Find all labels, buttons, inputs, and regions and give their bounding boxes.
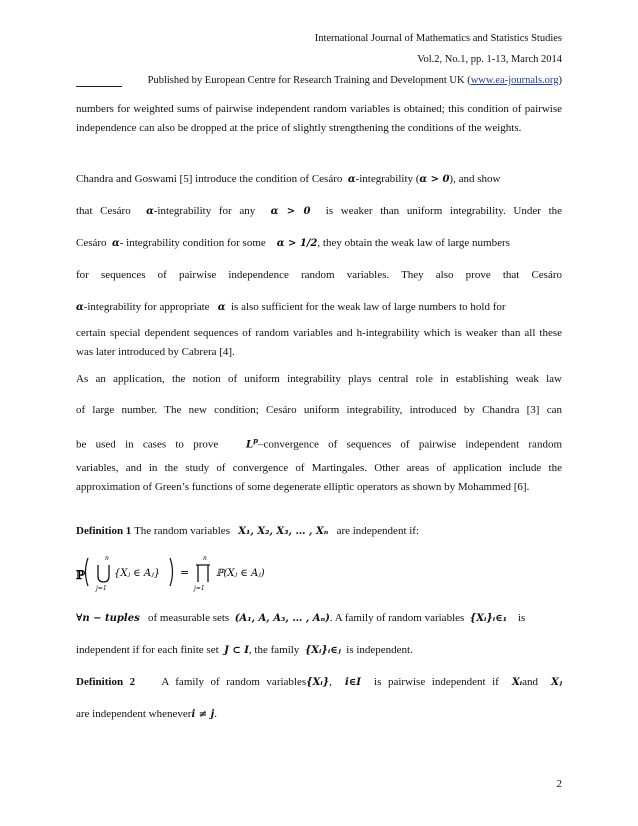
svg-text:ℙ(Xⱼ ∈ Aⱼ): ℙ(Xⱼ ∈ Aⱼ) xyxy=(216,568,265,579)
definition-1-label: Definition 1 xyxy=(76,525,132,537)
para2-line-4: for sequences of pairwise independence random variables. They also prove that Cesáro xyxy=(76,269,562,281)
para2-line-1: Chandra and Goswami [5] introduce the condition of Cesáro α-integrability (α > 0), and show xyxy=(76,173,501,185)
header-rule xyxy=(76,86,122,87)
paragraph-1: numbers for weighted sums of pairwise independent random variables is obtained; this condition of pairwise independence can also be dropped at the price of slightly strengthening the conditions of the weights. xyxy=(76,103,562,134)
svg-text:j=1: j=1 xyxy=(194,585,205,592)
para2-line-3: Cesáro α- integrability condition for some α > 1/2, they obtain the weak law of large numbers xyxy=(76,237,510,249)
para2-rest: certain special dependent sequences of random variables and h-integrability which is weaker than all these was later introduced by Cabrera [4]. xyxy=(76,327,562,358)
svg-text:n: n xyxy=(203,555,207,562)
para3-rest: variables, and in the study of convergence of Martingales. Other areas of application include the approximation of Green’s functions of some degenerate elliptic operators as shown by Mohammed [6]. xyxy=(76,462,562,493)
definition-2-label: Definition 2 xyxy=(76,676,136,688)
volume-info: Vol.2, No.1, pp. 1-13, March 2014 xyxy=(417,54,562,65)
page-number: 2 xyxy=(556,778,562,790)
independence-formula xyxy=(76,552,336,592)
svg-text:{Xⱼ ∈ Aⱼ}: {Xⱼ ∈ Aⱼ} xyxy=(114,568,161,579)
para3-line-2: of large number. The new condition; Cesáro uniform integrability, introduced by Chandra [3] can xyxy=(76,404,562,416)
definition-1-heading: Definition 1 The random variables X₁, X₂, X₃, … , Xₙ are independent if: xyxy=(76,525,420,537)
journal-title: International Journal of Mathematics and Statistics Studies xyxy=(314,33,562,44)
journal-link[interactable]: www.ea-journals.org xyxy=(470,75,559,86)
svg-text:n: n xyxy=(105,555,109,562)
para2-line-5: α-integrability for appropriate α is also sufficient for the weak law of large numbers to hold for xyxy=(76,301,506,313)
para3-line-3: be used in cases to prove $L^p$–convergence of sequences of pairwise independent random xyxy=(76,436,562,451)
definition-1-line-2: ∀n − tuples of measurable sets (A₁, A, A₃, … , Aₙ). A family of random variables {Xᵢ}ᵢ∈₁ is xyxy=(76,612,526,624)
svg-text:j=1: j=1 xyxy=(96,585,107,592)
svg-text:ℙ: ℙ xyxy=(76,568,86,582)
para2-line-2: that Cesáro α-integrability for any α > 0 is weaker than uniform integrability. Under the xyxy=(76,205,563,217)
para3-line-1: As an application, the notion of uniform integrability plays central role in establishing weak law xyxy=(76,373,562,385)
publisher-line: Published by European Centre for Research Training and Development UK (www.ea-journals.org) xyxy=(147,75,562,86)
svg-text:=: = xyxy=(180,566,190,579)
definition-1-line-3: independent if for each finite set J ⊂ I, the family {Xᵢ}ᵢ∈ⱼ is independent. xyxy=(76,644,413,656)
definition-2-line-2: are independent wheneveri ≠ j. xyxy=(76,708,217,720)
definition-2-line-1: Definition 2 A family of random variables{Xᵢ}, i∈I is pairwise independent if Xᵢand Xⱼ xyxy=(76,676,563,688)
